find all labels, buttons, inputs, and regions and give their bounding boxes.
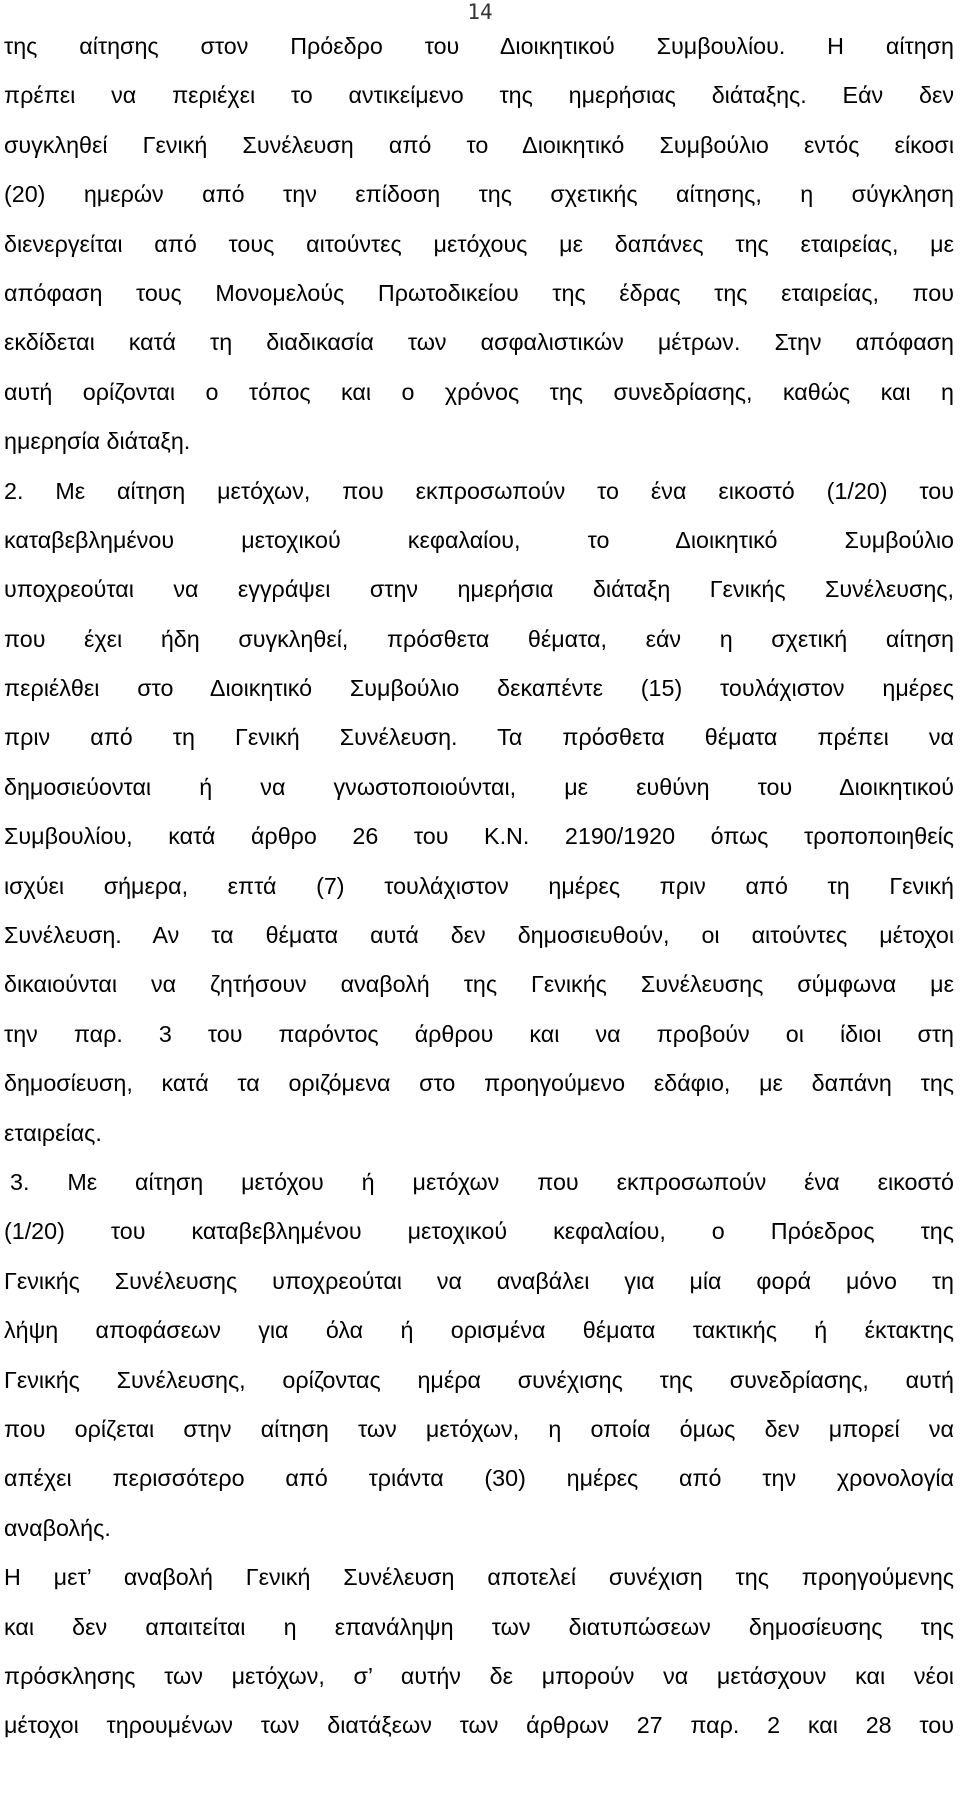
text-line: δημοσιεύονται ή να γνωστοποιούνται, με ευθύνη του Διοικητικού: [4, 773, 954, 800]
text-line: που έχει ήδη συγκληθεί, πρόσθετα θέματα, εάν η σχετική αίτηση: [4, 625, 954, 652]
text-line: πρέπει να περιέχει το αντικείμενο της ημερήσιας διάταξης. Εάν δεν: [4, 82, 954, 109]
text-line: Η μετ’ αναβολή Γενική Συνέλευση αποτελεί συνέχιση της προηγούμενης: [4, 1564, 954, 1591]
text-line: (20) ημερών από την επίδοση της σχετικής αίτησης, η σύγκληση: [4, 181, 954, 208]
text-line: καταβεβλημένου μετοχικού κεφαλαίου, το Διοικητικό Συμβούλιο: [4, 526, 954, 553]
text-line: απέχει περισσότερο από τριάντα (30) ημέρες από την χρονολογία: [4, 1465, 954, 1492]
text-line: πριν από τη Γενική Συνέλευση. Τα πρόσθετα θέματα πρέπει να: [4, 724, 954, 751]
text-line: δημοσίευση, κατά τα οριζόμενα στο προηγούμενο εδάφιο, με δαπάνη της: [4, 1070, 954, 1097]
text-line: ισχύει σήμερα, επτά (7) τουλάχιστον ημέρες πριν από τη Γενική: [4, 872, 954, 899]
text-line: αυτή ορίζονται ο τόπος και ο χρόνος της συνεδρίασης, καθώς και η: [4, 378, 954, 405]
text-line: (1/20) του καταβεβλημένου μετοχικού κεφαλαίου, ο Πρόεδρος της: [4, 1218, 954, 1245]
text-line: περιέλθει στο Διοικητικό Συμβούλιο δεκαπέντε (15) τουλάχιστον ημέρες: [4, 675, 954, 702]
text-line: Γενικής Συνέλευσης, ορίζοντας ημέρα συνέχισης της συνεδρίασης, αυτή: [4, 1366, 954, 1393]
text-line: υποχρεούται να εγγράψει στην ημερήσια διάταξη Γενικής Συνέλευσης,: [4, 576, 954, 603]
text-line: δικαιούνται να ζητήσουν αναβολή της Γενικής Συνέλευσης σύμφωνα με: [4, 971, 954, 998]
text-line: Συνέλευση. Αν τα θέματα αυτά δεν δημοσιευθούν, οι αιτούντες μέτοχοι: [4, 922, 954, 949]
text-line: Συμβουλίου, κατά άρθρο 26 του Κ.Ν. 2190/1920 όπως τροποποιηθείς: [4, 823, 954, 850]
text-line: εταιρείας.: [4, 1119, 102, 1146]
text-line: ημερησία διάταξη.: [4, 428, 191, 455]
text-line: που ορίζεται στην αίτηση των μετόχων, η οποία όμως δεν μπορεί να: [4, 1415, 954, 1442]
text-line: πρόσκλησης των μετόχων, σ’ αυτήν δε μπορούν να μετάσχουν και νέοι: [4, 1662, 954, 1689]
text-line: λήψη αποφάσεων για όλα ή ορισμένα θέματα τακτικής ή έκτακτης: [4, 1317, 954, 1344]
text-line: 3. Με αίτηση μετόχου ή μετόχων που εκπροσωπούν ένα εικοστό: [10, 1168, 954, 1195]
text-line: Γενικής Συνέλευσης υποχρεούται να αναβάλει για μία φορά μόνο τη: [4, 1267, 954, 1294]
text-line: μέτοχοι τηρουμένων των διατάξεων των άρθρων 27 παρ. 2 και 28 του: [4, 1712, 954, 1739]
document-body: [4, 22, 954, 1751]
text-line: συγκληθεί Γενική Συνέλευση από το Διοικητικό Συμβούλιο εντός είκοσι: [4, 131, 954, 158]
text-line: διενεργείται από τους αιτούντες μετόχους με δαπάνες της εταιρείας, με: [4, 230, 954, 257]
text-line: 2. Με αίτηση μετόχων, που εκπροσωπούν το ένα εικοστό (1/20) του: [4, 477, 954, 504]
text-line: της αίτησης στον Πρόεδρο του Διοικητικού Συμβουλίου. Η αίτηση: [4, 33, 954, 59]
text-line: την παρ. 3 του παρόντος άρθρου και να προβούν οι ίδιοι στη: [4, 1020, 954, 1047]
text-line: εκδίδεται κατά τη διαδικασία των ασφαλιστικών μέτρων. Στην απόφαση: [4, 329, 954, 356]
page-number: 14: [467, 0, 493, 24]
text-line: απόφαση τους Μονομελούς Πρωτοδικείου της έδρας της εταιρείας, που: [4, 279, 954, 306]
text-line: και δεν απαιτείται η επανάληψη των διατυπώσεων δημοσίευσης της: [4, 1613, 954, 1640]
text-line: αναβολής.: [4, 1514, 111, 1541]
